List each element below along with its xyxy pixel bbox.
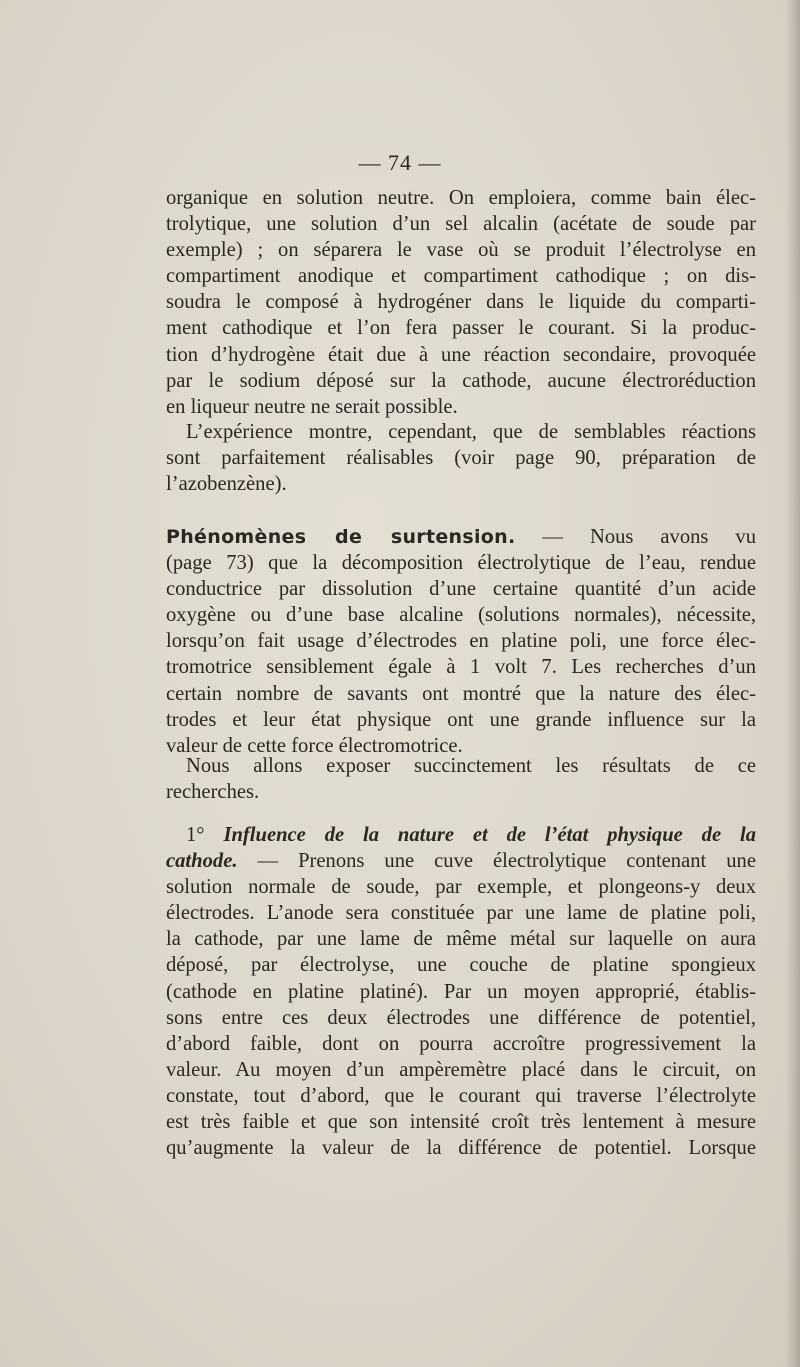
subsection-heading: Influence de la nature et de l’état physique de la: [223, 824, 756, 846]
text-line: qu’augmente la valeur de la différence de potentiel. Lorsque: [166, 1137, 756, 1160]
section-heading: Phénomènes de surtension.: [166, 526, 516, 548]
subsection-number: 1°: [186, 824, 205, 846]
paragraph-2: [166, 419, 756, 497]
heading-line-rest: — Prenons une cuve électrolytique contenant une: [237, 850, 756, 873]
subsection-heading-line: [166, 822, 756, 848]
text-line: valeur de cette force électromotrice.: [166, 734, 463, 757]
text-line: est très faible et que son intensité croît très lentement à mesure: [166, 1111, 756, 1134]
text-line: en liqueur neutre ne serait possible.: [166, 395, 458, 418]
text-line: compartiment anodique et compartiment cathodique ; on dis-: [166, 265, 756, 288]
text-line: soudra le composé à hydrogéner dans le liquide du comparti-: [166, 291, 756, 314]
text-line: [166, 848, 756, 874]
paragraph-4: [166, 753, 756, 805]
text-line: l’azobenzène).: [166, 473, 287, 496]
text-line: constate, tout d’abord, que le courant qui traverse l’électrolyte: [166, 1084, 756, 1107]
text-line: valeur. Au moyen d’un ampèremètre placé dans le circuit, on: [166, 1058, 756, 1081]
text-line: sons entre ces deux électrodes une différence de potentiel,: [166, 1006, 756, 1029]
text-line: trolytique, une solution d’un sel alcalin (acétate de soude par: [166, 213, 756, 236]
text-line: ment cathodique et l’on fera passer le courant. Si la produc-: [166, 317, 756, 340]
text-line: recherches.: [166, 781, 260, 804]
text-line: conductrice par dissolution d’une certaine quantité d’un acide: [166, 578, 756, 601]
text-line: (cathode en platine platiné). Par un moyen approprié, établis-: [166, 980, 756, 1003]
page-edge-shadow: [786, 0, 800, 1367]
paragraph-surtension: [166, 524, 756, 759]
text-line: électrodes. L’anode sera constituée par une lame de platine poli,: [166, 902, 756, 925]
paragraph-influence: [166, 822, 756, 1161]
heading-line-rest: — Nous avons vu: [515, 526, 756, 548]
text-line: organique en solution neutre. On emploiera, comme bain élec-: [166, 187, 756, 209]
text-line: L’expérience montre, cependant, que de semblables réactions: [186, 421, 756, 443]
text-line: par le sodium déposé sur la cathode, aucune électroréduction: [166, 369, 756, 392]
text-line: lorsqu’on fait usage d’électrodes en platine poli, une force élec-: [166, 630, 756, 653]
paragraph-1: [166, 185, 756, 420]
text-line: trodes et leur état physique ont une grande influence sur la: [166, 708, 756, 731]
page-number: — 74 —: [358, 150, 442, 175]
subsection-heading-end: cathode.: [166, 850, 238, 873]
text-line: exemple) ; on séparera le vase où se produit l’électrolyse en: [166, 239, 756, 262]
text-line: oxygène ou d’une base alcaline (solutions normales), nécessite,: [166, 604, 756, 627]
text-line: sont parfaitement réalisables (voir page 90, préparation de: [166, 447, 756, 470]
text-line: (page 73) que la décomposition électrolytique de l’eau, rendue: [166, 552, 756, 575]
section-heading-line: [166, 524, 756, 550]
text-line: tion d’hydrogène était due à une réaction secondaire, provoquée: [166, 343, 756, 366]
text-line: certain nombre de savants ont montré que la nature des élec-: [166, 682, 756, 705]
text-line: tromotrice sensiblement égale à 1 volt 7. Les recherches d’un: [166, 656, 756, 679]
text-line: la cathode, par une lame de même métal sur laquelle on aura: [166, 928, 756, 951]
text-line: déposé, par électrolyse, une couche de platine spongieux: [166, 954, 756, 977]
text-line: d’abord faible, dont on pourra accroître progressivement la: [166, 1032, 756, 1055]
text-line: solution normale de soude, par exemple, et plongeons-y deux: [166, 876, 756, 899]
text-line: Nous allons exposer succinctement les résultats de ce: [186, 755, 756, 777]
